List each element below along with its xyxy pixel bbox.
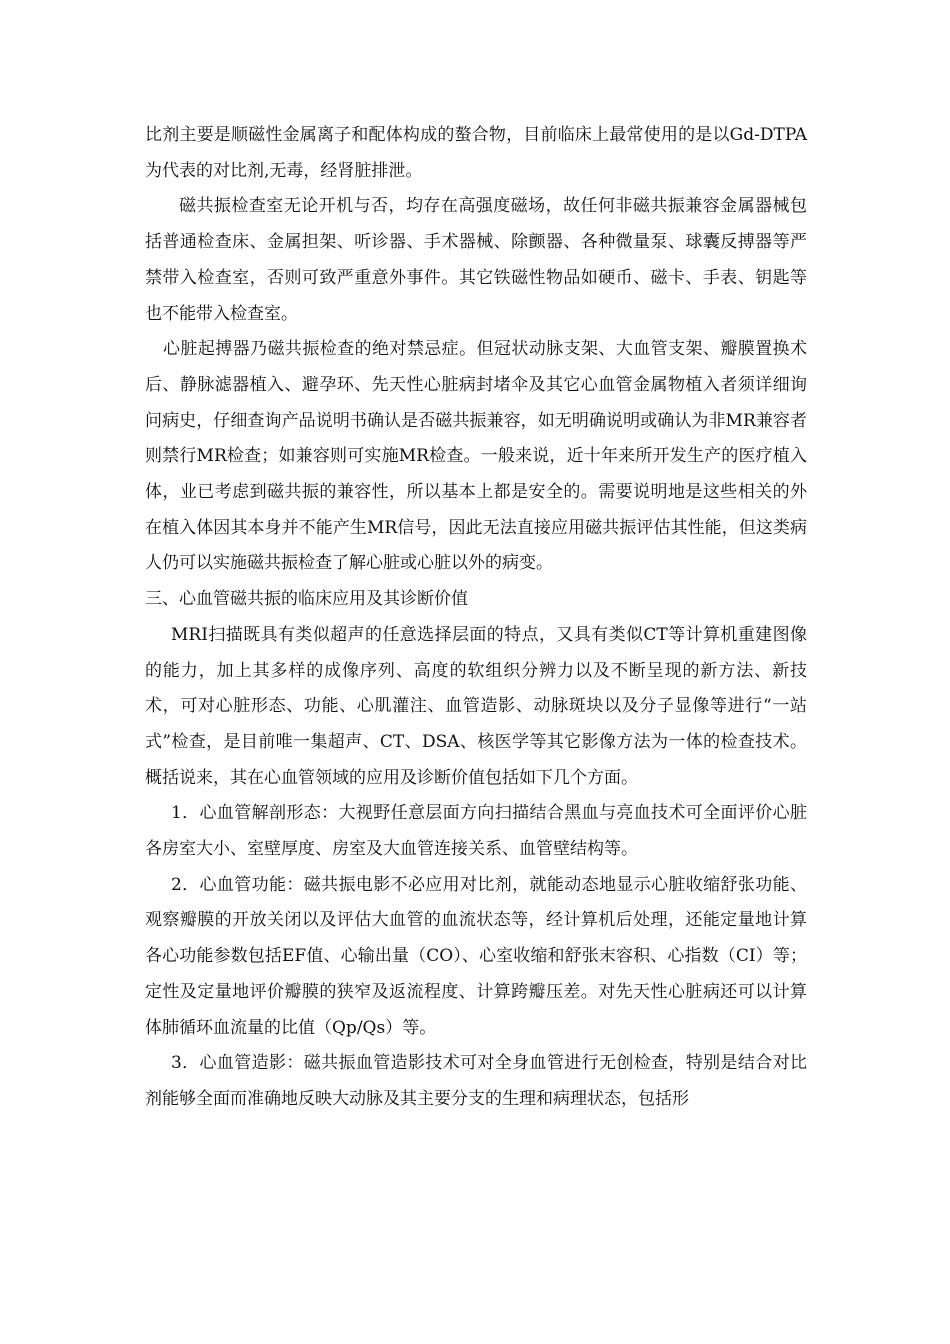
document-body bbox=[145, 118, 807, 1118]
paragraph-pacemaker-contraindication: 心脏起搏器乃磁共振检查的绝对禁忌症。但冠状动脉支架、大血管支架、瓣膜置换术后、静脉滤器植入、避孕环、先天性心脏病封堵伞及其它心血管金属物植入者须详细询问病史，仔细查询产品说明书确认是否磁共振兼容，如无明确说明或确认为非MR兼容者则禁行MR检查；如兼容则可实施MR检查。一般来说，近十年来所开发生产的医疗植入体，业已考虑到磁共振的兼容性，所以基本上都是安全的。需要说明地是这些相关的外在植入体因其本身并不能产生MR信号，因此无法直接应用磁共振评估其性能，但这类病人仍可以实施磁共振检查了解心脏或心脏以外的病变。 bbox=[145, 339, 807, 574]
paragraph-contrast-agent: 比剂主要是顺磁性金属离子和配体构成的螯合物，目前临床上最常使用的是以Gd-DTPA为代表的对比剂,无毒，经肾脏排泄。 bbox=[145, 125, 807, 181]
list-item-anatomy: 1．心血管解剖形态：大视野任意层面方向扫描结合黑血与亮血技术可全面评价心脏各房室大小、室壁厚度、房室及大血管连接关系、血管壁结构等。 bbox=[145, 803, 807, 860]
paragraph-mr-room-safety: 磁共振检查室无论开机与否，均存在高强度磁场，故任何非磁共振兼容金属器械包括普通检查床、金属担架、听诊器、手术器械、除颤器、各种微量泵、球囊反搏器等严禁带入检查室，否则可致严重意外事件。其它铁磁性物品如硬币、磁卡、手表、钥匙等也不能带入检查室。 bbox=[145, 196, 807, 324]
section-heading-clinical-application: 三、心血管磁共振的临床应用及其诊断价值 bbox=[145, 589, 468, 610]
list-item-angiography: 3．心血管造影：磁共振血管造影技术可对全身血管进行无创检查，特别是结合对比剂能够全面而准确地反映大动脉及其主要分支的生理和病理状态，包括形 bbox=[145, 1053, 807, 1109]
paragraph-mri-overview: MRI扫描既具有类似超声的任意选择层面的特点，又具有类似CT等计算机重建图像的能力，加上其多样的成像序列、高度的软组织分辨力以及不断呈现的新方法、新技术，可对心脏形态、功能、心肌灌注、血管造影、动脉斑块以及分子显像等进行“一站式”检查，是目前唯一集超声、CT、DSA、核医学等其它影像方法为一体的检查技术。概括说来，其在心血管领域的应用及诊断价值包括如下几个方面。 bbox=[145, 624, 807, 788]
list-item-function: 2．心血管功能：磁共振电影不必应用对比剂，就能动态地显示心脏收缩舒张功能、观察瓣膜的开放关闭以及评估大血管的血流状态等，经计算机后处理，还能定量地计算各心功能参数包括EF值、心输出量（CO）、心室收缩和舒张末容积、心指数（CI）等；定性及定量地评价瓣膜的狭窄及返流程度、计算跨瓣压差。对先天性心脏病还可以计算体肺循环血流量的比值（Qp/Qs）等。 bbox=[145, 874, 807, 1038]
